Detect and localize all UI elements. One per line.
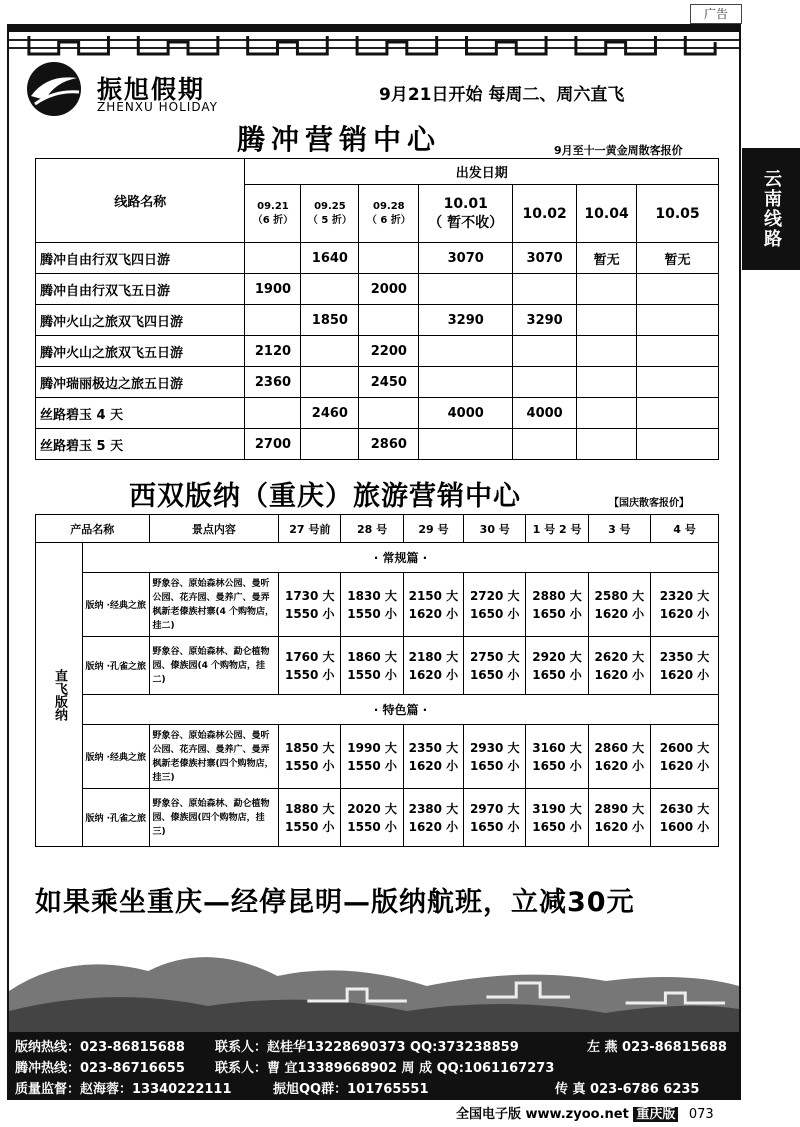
price-cell: 1730 大 1550 小 xyxy=(279,573,341,637)
price-cell: 4000 xyxy=(513,398,577,429)
contact-tengchong-person: 联系人：曹 宜13389668902 周 成 QQ:1061167273 xyxy=(215,1061,555,1076)
price-cell xyxy=(513,336,577,367)
product-name: 版纳 ·经典之旅 xyxy=(83,725,150,789)
brand-logo-icon xyxy=(25,60,83,118)
price-cell xyxy=(637,398,719,429)
price-cell: 2860 大 1620 小 xyxy=(588,725,650,789)
date-header: 10.04 xyxy=(577,185,637,243)
route-name: 丝路碧玉 5 天 xyxy=(36,429,245,460)
qq-group: 振旭QQ群：101765551 xyxy=(273,1082,429,1097)
table-row xyxy=(36,336,719,367)
price-cell: 2350 大 1620 小 xyxy=(403,725,463,789)
tengchong-title: 腾冲营销中心 xyxy=(237,123,442,156)
product-name: 版纳 ·孔雀之旅 xyxy=(83,637,150,695)
price-cell: 暂无 xyxy=(577,243,637,274)
section-label: · 常规篇 · xyxy=(83,543,719,573)
price-cell: 2360 xyxy=(245,367,301,398)
price-cell xyxy=(637,429,719,460)
price-cell: 3070 xyxy=(513,243,577,274)
price-cell xyxy=(419,274,513,305)
price-cell: 2970 大 1650 小 xyxy=(464,789,526,847)
col-header: 4 号 xyxy=(650,515,718,543)
price-cell xyxy=(577,305,637,336)
xsbn-price-table xyxy=(35,514,719,847)
xsbn-title: 西双版纳（重庆）旅游营销中心 xyxy=(129,481,521,512)
col-header: 30 号 xyxy=(464,515,526,543)
page-number: 073 xyxy=(688,1107,714,1122)
price-cell: 1640 xyxy=(301,243,359,274)
departure-date-header: 出发日期 xyxy=(245,159,719,185)
price-cell: 2580 大 1620 小 xyxy=(588,573,650,637)
table-row xyxy=(36,725,719,789)
contact-tengchong-hotline: 腾冲热线：023-86716655 xyxy=(15,1061,185,1076)
col-header: 景点内容 xyxy=(149,515,279,543)
brand-name-cn: 振旭假期 xyxy=(97,75,206,104)
price-cell xyxy=(301,429,359,460)
price-cell xyxy=(637,336,719,367)
price-cell: 2380 大 1620 小 xyxy=(403,789,463,847)
route-name: 腾冲自由行双飞四日游 xyxy=(36,243,245,274)
product-name: 版纳 ·孔雀之旅 xyxy=(83,789,150,847)
price-cell: 2630 大 1600 小 xyxy=(650,789,718,847)
footer-region: 重庆版 xyxy=(633,1107,678,1122)
price-cell xyxy=(577,274,637,305)
price-cell: 1850 大 1550 小 xyxy=(279,725,341,789)
price-cell: 2860 xyxy=(359,429,419,460)
price-cell: 1990 大 1550 小 xyxy=(341,725,403,789)
price-cell: 2750 大 1650 小 xyxy=(464,637,526,695)
price-cell: 2890 大 1620 小 xyxy=(588,789,650,847)
price-cell xyxy=(245,305,301,336)
price-cell xyxy=(301,367,359,398)
price-cell: 2000 xyxy=(359,274,419,305)
price-cell: 2350 大 1620 小 xyxy=(650,637,718,695)
price-cell: 1850 xyxy=(301,305,359,336)
price-cell: 2460 xyxy=(301,398,359,429)
price-cell xyxy=(513,429,577,460)
table-row xyxy=(36,637,719,695)
col-header: 29 号 xyxy=(403,515,463,543)
price-cell: 3070 xyxy=(419,243,513,274)
price-cell: 2720 大 1650 小 xyxy=(464,573,526,637)
col-header: 3 号 xyxy=(588,515,650,543)
brand-name-en: ZHENXU HOLIDAY xyxy=(97,100,218,114)
price-cell: 2920 大 1650 小 xyxy=(526,637,588,695)
contact-xsbn-hotline: 版纳热线：023-86815688 xyxy=(15,1040,185,1055)
side-tab-yunnan: 云南线路 xyxy=(742,148,800,270)
price-cell: 暂无 xyxy=(637,243,719,274)
footer-site: 全国电子版 www.zyoo.net xyxy=(456,1107,629,1122)
price-cell xyxy=(637,305,719,336)
price-cell: 2200 xyxy=(359,336,419,367)
price-cell xyxy=(419,336,513,367)
spots-content: 野象谷、原始森林公园、曼听公园、花卉园、曼养广、曼弄枫新老傣族村寨(4 个购物店，挂二) xyxy=(149,573,279,637)
price-cell: 1860 大 1550 小 xyxy=(341,637,403,695)
contact-xsbn-person: 联系人：赵桂华13228690373 QQ:373238859 xyxy=(215,1040,519,1055)
date-header: 09.25 （ 5 折） xyxy=(301,185,359,243)
table-row xyxy=(36,573,719,637)
discount-promo: 如果乘坐重庆—经停昆明—版纳航班，立减30元 xyxy=(35,887,635,918)
price-cell: 2020 大 1550 小 xyxy=(341,789,403,847)
price-cell: 2700 xyxy=(245,429,301,460)
flight-headline: 9月21日开始 每周二、周六直飞 xyxy=(379,85,625,105)
fax-number: 传 真 023-6786 6235 xyxy=(555,1082,700,1097)
price-cell: 2120 xyxy=(245,336,301,367)
tengchong-price-table xyxy=(35,158,719,460)
ad-tag: 广告 xyxy=(690,4,742,24)
price-cell: 2180 大 1620 小 xyxy=(403,637,463,695)
price-cell: 2930 大 1650 小 xyxy=(464,725,526,789)
price-cell xyxy=(577,429,637,460)
table-row xyxy=(36,305,719,336)
price-cell xyxy=(245,243,301,274)
date-header: 09.21 （6 折） xyxy=(245,185,301,243)
price-cell: 1760 大 1550 小 xyxy=(279,637,341,695)
page-footer xyxy=(456,1103,714,1122)
price-cell: 4000 xyxy=(419,398,513,429)
date-header: 10.02 xyxy=(513,185,577,243)
route-name: 腾冲火山之旅双飞四日游 xyxy=(36,305,245,336)
table-row xyxy=(36,789,719,847)
price-cell xyxy=(513,274,577,305)
date-header: 09.28 （ 6 折） xyxy=(359,185,419,243)
xsbn-price-note: 【国庆散客报价】 xyxy=(609,498,689,509)
price-cell: 3160 大 1650 小 xyxy=(526,725,588,789)
price-cell xyxy=(637,274,719,305)
price-cell: 1880 大 1550 小 xyxy=(279,789,341,847)
price-cell: 2320 大 1620 小 xyxy=(650,573,718,637)
price-cell xyxy=(637,367,719,398)
price-cell: 1900 xyxy=(245,274,301,305)
route-name: 丝路碧玉 4 天 xyxy=(36,398,245,429)
price-cell: 3190 大 1650 小 xyxy=(526,789,588,847)
spots-content: 野象谷、原始森林公园、曼听公园、花卉园、曼养广、曼弄枫新老傣族村寨(四个购物店，挂三) xyxy=(149,725,279,789)
spots-content: 野象谷、原始森林、勐仑植物园、傣族园(四个购物店，挂三) xyxy=(149,789,279,847)
col-header: 1 号 2 号 xyxy=(526,515,588,543)
col-header: 28 号 xyxy=(341,515,403,543)
date-header: 10.05 xyxy=(637,185,719,243)
product-name: 版纳 ·经典之旅 xyxy=(83,573,150,637)
price-cell: 2150 大 1620 小 xyxy=(403,573,463,637)
col-header: 产品名称 xyxy=(36,515,150,543)
route-name: 腾冲自由行双飞五日游 xyxy=(36,274,245,305)
price-cell xyxy=(577,367,637,398)
price-cell xyxy=(301,336,359,367)
price-cell xyxy=(419,429,513,460)
spots-content: 野象谷、原始森林、勐仑植物园、傣族园(4 个购物店，挂二) xyxy=(149,637,279,695)
contact-xsbn-second: 左 燕 023-86815688 xyxy=(587,1040,727,1055)
table-row xyxy=(36,429,719,460)
date-header: 10.01 （ 暂不收） xyxy=(419,185,513,243)
table-row xyxy=(36,243,719,274)
route-name: 腾冲瑞丽极边之旅五日游 xyxy=(36,367,245,398)
price-cell: 2600 大 1620 小 xyxy=(650,725,718,789)
contacts-bar xyxy=(9,1032,739,1100)
direct-flight-label: 直飞版纳 xyxy=(36,543,83,847)
price-cell: 3290 xyxy=(513,305,577,336)
price-cell: 1830 大 1550 小 xyxy=(341,573,403,637)
price-cell xyxy=(419,367,513,398)
price-cell xyxy=(513,367,577,398)
route-name: 腾冲火山之旅双飞五日游 xyxy=(36,336,245,367)
price-cell xyxy=(577,398,637,429)
price-cell xyxy=(577,336,637,367)
price-cell xyxy=(359,398,419,429)
price-cell xyxy=(359,305,419,336)
price-cell: 3290 xyxy=(419,305,513,336)
col-header: 27 号前 xyxy=(279,515,341,543)
route-name-header: 线路名称 xyxy=(36,159,245,243)
section-label: · 特色篇 · xyxy=(83,695,719,725)
table-row xyxy=(36,367,719,398)
tengchong-price-note: 9月至十一黄金周散客报价 xyxy=(554,144,683,157)
page-frame xyxy=(7,24,741,1100)
table-row xyxy=(36,274,719,305)
price-cell xyxy=(245,398,301,429)
price-cell: 2450 xyxy=(359,367,419,398)
quality-supervision: 质量监督：赵海蓉：13340222111 xyxy=(15,1082,232,1097)
price-cell: 2880 大 1650 小 xyxy=(526,573,588,637)
price-cell xyxy=(301,274,359,305)
price-cell xyxy=(359,243,419,274)
price-cell: 2620 大 1620 小 xyxy=(588,637,650,695)
table-row xyxy=(36,398,719,429)
